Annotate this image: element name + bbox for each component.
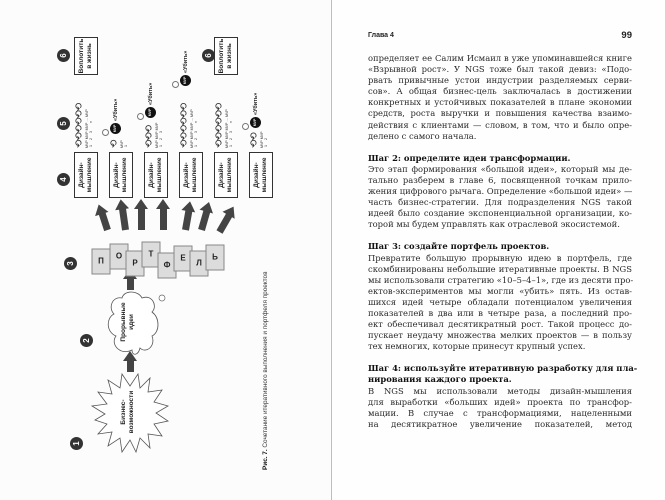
text-line: тально разберем в главе 6, посвященной точкам прило- (368, 174, 632, 185)
text-line: действия с клиентами — словом, в том, что и было опре- (368, 119, 632, 130)
step-3-section (368, 241, 632, 352)
step-2-badge: 2 (80, 334, 93, 347)
text-line: скомбинированы небольшие итеративные проекты. В NGS (368, 263, 632, 274)
mvp-labels: MVP MVP MVP 1 2 3 (155, 122, 163, 148)
running-head (368, 32, 632, 44)
breakthrough-ideas-label (120, 296, 136, 348)
text-line: торой мы будем управлять как отраслевой экосистемой. (368, 219, 620, 230)
figure-7-diagram (40, 30, 280, 470)
kill-label: «Убить» (252, 92, 259, 115)
mvp-row-2 (110, 140, 128, 148)
text-line: В NGS мы использовали методы дизайн-мышления (368, 385, 632, 396)
mvp-labels: MVP MVP MVP … MVP 1 2 3 n (225, 109, 233, 148)
text-line: идеей было создание экспоненциальной организации, ко- (368, 208, 632, 219)
step-2-section (368, 153, 632, 231)
mvp-loops: ⟲⟲⟲⟲⟲⟲ (179, 103, 190, 148)
kill-label: «Убить» (147, 82, 154, 105)
design-line-2: мышление (156, 157, 163, 193)
text-line: Это этап формирования «большой идеи», который мы де- (368, 163, 632, 174)
design-line-1: Дизайн- (148, 162, 155, 188)
step-6a-badge: 6 (57, 49, 70, 62)
bomb-icon: MVP (180, 75, 191, 86)
design-line-2: мышление (191, 157, 198, 193)
mvp-labels: MVP 1 (120, 140, 128, 148)
kill-label: «Убить» (182, 50, 189, 73)
intro-paragraph (368, 53, 632, 142)
design-thinking-box-6 (249, 152, 273, 198)
step-3-badge: 3 (64, 257, 77, 270)
mvp-row-4 (180, 104, 198, 148)
heading-line: нирования каждого проекта. (368, 374, 512, 385)
heading-line: Шаг 4: используйте итеративную разработку для пла- (368, 363, 638, 374)
text-line: мации. В случае с трансформациями, нацеленными (368, 407, 632, 418)
arrow-business-to-ideas (127, 360, 134, 372)
mvp-labels: MVP MVP MVP … MVP 1 2 3 n (85, 109, 93, 148)
design-thinking-box-1 (74, 152, 98, 198)
implement-line-1: Воплотить (218, 38, 225, 74)
design-line-1: Дизайн- (218, 162, 225, 188)
design-line-2: мышление (226, 157, 233, 193)
mvp-row-3 (145, 123, 163, 148)
kill-marker-3 (145, 83, 156, 118)
page-number: 99 (621, 30, 632, 41)
text-line: пускает неудачу множества мелких проектов — в пользу (368, 330, 632, 341)
text-line: шихся идей четыре обладали потенциалом увеличения (368, 296, 632, 307)
step-5-badge: 5 (57, 117, 70, 130)
text-line: для выработки «больших идей» проекта по трансфор- (368, 396, 632, 407)
arrow-ideas-to-portfolio (127, 278, 134, 290)
left-page (0, 0, 332, 500)
portfolio-letter-r: Р (126, 251, 145, 277)
arrow-portfolio-to-design-3 (138, 208, 145, 230)
step-3-heading: Шаг 3: создайте портфель проектов. (368, 241, 550, 252)
text-line: рвать привычные устои индустрии разделяемых серви- (368, 75, 632, 86)
design-line-2: мышление (121, 157, 128, 193)
kill-marker-2 (110, 99, 121, 134)
step-2-heading: Шаг 2: определите идеи трансформации. (368, 152, 571, 163)
design-thinking-box-5 (214, 152, 238, 198)
design-thinking-box-4 (179, 152, 203, 198)
design-line-1: Дизайн- (78, 162, 85, 188)
step-4-badge: 4 (57, 173, 70, 186)
mvp-labels: MVP MVP MVP … MVP 1 2 3 n (190, 109, 198, 148)
kill-marker-6 (250, 93, 261, 128)
text-line: определяет ее Салим Исмаил в уже упоминавшейся книге (368, 53, 632, 63)
portfolio-letter-t: Т (142, 242, 161, 268)
kill-label: «Убить» (112, 98, 119, 121)
chapter-label: Глава 4 (368, 32, 394, 39)
business-line-2: возможности (128, 390, 135, 434)
ideas-line-1: Прорывные (120, 302, 127, 342)
text-line: конкретных и устойчивых показателей в плане экономии (368, 97, 632, 108)
figure-caption (262, 272, 269, 470)
text-line: ектов-экспериментов мы могли «убить» пять. Из остав- (368, 285, 632, 296)
text-line: средств, роста выручки и повышения качества взаимо- (368, 108, 632, 119)
step-4-section (368, 363, 638, 430)
body-text (368, 53, 638, 430)
portfolio-letter-e: Е (174, 246, 193, 272)
implement-line-2: в жизнь (226, 43, 233, 69)
implement-box-2 (214, 37, 238, 75)
text-line: сов». А общая бизнес-цель заключалась в достижении (368, 86, 632, 97)
step-4-heading (368, 363, 638, 385)
text-line: тех немногих, которые принесут крупный успех. (368, 341, 586, 352)
text-line: ект обеспечивал десятикратный рост. Такой процесс до- (368, 319, 632, 330)
text-line: мы использовали стратегию «10–5–4–1», где из десяти про- (368, 274, 634, 285)
bomb-icon: MVP (145, 107, 156, 118)
text-line: на десятикратное увеличение показателей, метод (368, 418, 632, 429)
text-line: «Взрывной рост». У NGS тоже был такой девиз: «Подо- (368, 64, 632, 75)
portfolio-letter-o: О (110, 244, 129, 270)
bomb-icon: MVP (110, 123, 121, 134)
kill-marker-4 (180, 51, 191, 86)
step-6b-badge: 6 (202, 49, 215, 62)
business-opportunities-label (120, 386, 136, 438)
text-line: Превратите большую прорывную идею в портфель, где (368, 252, 632, 263)
portfolio-letter-l: Л (190, 251, 209, 277)
ideas-line-2: идеи (128, 314, 135, 330)
step-1-badge: 1 (70, 437, 83, 450)
business-line-1: Бизнес- (120, 399, 127, 425)
mvp-loops: ⟲⟲⟲ (144, 125, 155, 148)
diagram-rotated-canvas (40, 30, 280, 470)
mvp-loops: ⟲⟲ (249, 133, 260, 148)
text-line: часть бизнес-стратегии. Для подразделения NGS такой (368, 197, 632, 208)
design-line-2: мышление (86, 157, 93, 193)
mvp-row-1 (75, 104, 93, 148)
implement-box-1 (74, 37, 98, 75)
portfolio-letter-soft-sign: Ь (206, 245, 225, 271)
mvp-loops: ⟲⟲⟲⟲⟲⟲ (74, 103, 85, 148)
design-thinking-box-3 (144, 152, 168, 198)
bomb-icon: MVP (250, 117, 261, 128)
arrow-portfolio-to-design-4 (160, 208, 167, 230)
design-line-1: Дизайн- (113, 162, 120, 188)
text-line: делено с самого начала. (368, 130, 477, 141)
caption-text: Сочетание итеративного выполнения и портфеля проектов (262, 271, 269, 448)
right-page (332, 0, 665, 500)
design-line-1: Дизайн- (183, 162, 190, 188)
design-line-2: мышление (261, 157, 268, 193)
mvp-row-5 (215, 104, 233, 148)
text-line: показателей в два или в четыре раза, а последний про- (368, 307, 632, 318)
mvp-loops: ⟲ (109, 140, 120, 148)
implement-line-1: Воплотить (78, 38, 85, 74)
mvp-loops: ⟲⟲⟲⟲⟲⟲ (214, 103, 225, 148)
mvp-labels: MVP MVP 1 2 (260, 131, 268, 148)
implement-line-2: в жизнь (86, 43, 93, 69)
portfolio-letter-f: Ф (158, 253, 177, 279)
design-line-1: Дизайн- (253, 162, 260, 188)
caption-label: Рис. 7. (262, 449, 269, 470)
design-thinking-box-2 (109, 152, 133, 198)
portfolio-letter-p: П (92, 249, 111, 275)
text-line: жения цифрового рычага. Определение «большой идеи» — (368, 186, 633, 197)
mvp-row-6 (250, 131, 268, 148)
